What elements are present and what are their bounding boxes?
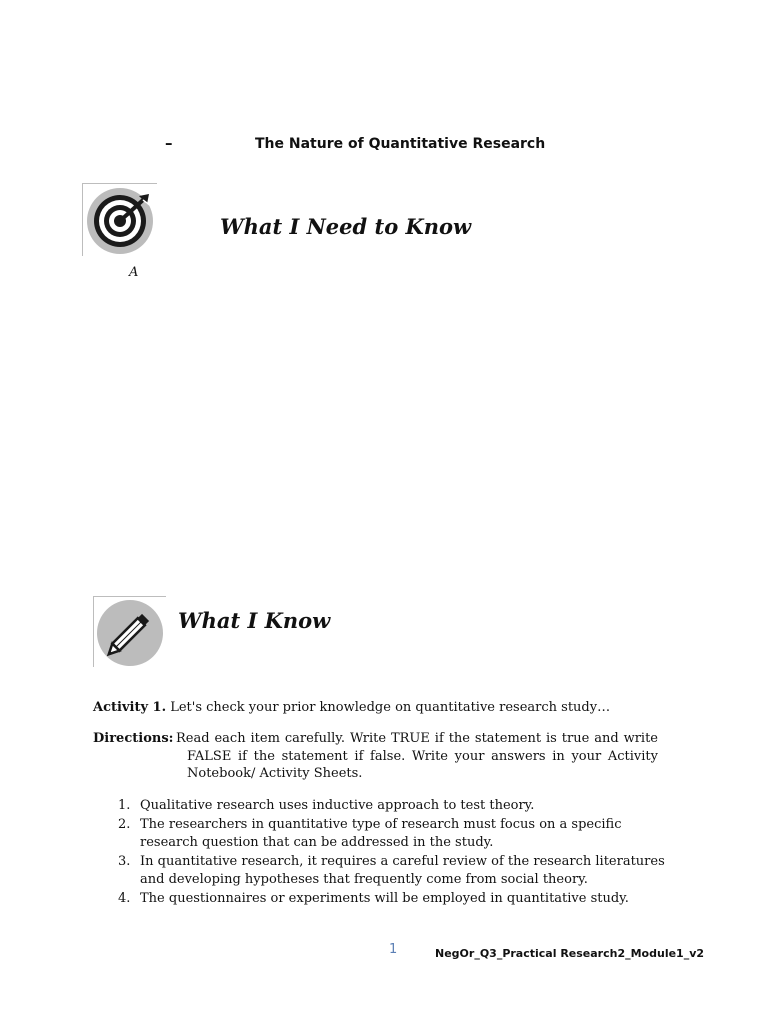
header-dash: –: [165, 134, 173, 152]
list-item: [118, 797, 678, 816]
page-number: 1: [389, 942, 398, 957]
list-item-text: The researchers in quantitative type of research must focus on a specific research question that can be addressed in the study.: [140, 816, 622, 850]
list-item-text: Qualitative research uses inductive approach to test theory.: [140, 798, 535, 813]
list-item-text: In quantitative research, it requires a careful review of the research literatures and developing hypotheses that frequently come from social theory.: [140, 853, 665, 887]
footer-module-code: NegOr_Q3_Practical Research2_Module1_v2: [435, 947, 705, 960]
target-icon: [83, 184, 157, 256]
list-item-number: 1.: [118, 798, 131, 813]
activity-intro: [93, 700, 610, 715]
list-item: [118, 816, 678, 853]
section-heading-what-i-know: What I Know: [178, 608, 331, 633]
directions-label: Directions:: [93, 731, 174, 746]
pencil-icon: [94, 597, 166, 667]
section-heading-what-i-need-to-know: What I Need to Know: [220, 214, 472, 239]
list-item: [118, 890, 678, 909]
list-item-number: 3.: [118, 853, 131, 869]
page-title: The Nature of Quantitative Research: [255, 136, 546, 152]
target-icon-frame: [82, 183, 157, 256]
activity-text: Let's check your prior knowledge on quantitative research study…: [166, 700, 611, 715]
activity-label: Activity 1.: [93, 700, 167, 715]
list-item-number: 4.: [118, 890, 131, 906]
list-item: [118, 853, 678, 890]
list-item-text: The questionnaires or experiments will be employed in quantitative study.: [140, 890, 629, 906]
directions-line-3: Notebook/ Activity Sheets.: [187, 766, 363, 781]
paragraph-start-letter: A: [129, 265, 139, 280]
question-list: [118, 797, 678, 908]
pencil-icon-frame: [93, 596, 166, 667]
directions-line-2: FALSE if the statement if false. Write your answers in your Activity: [187, 749, 658, 764]
list-item-number: 2.: [118, 816, 131, 832]
directions-line-1: Read each item carefully. Write TRUE if the statement is true and write: [176, 731, 658, 746]
